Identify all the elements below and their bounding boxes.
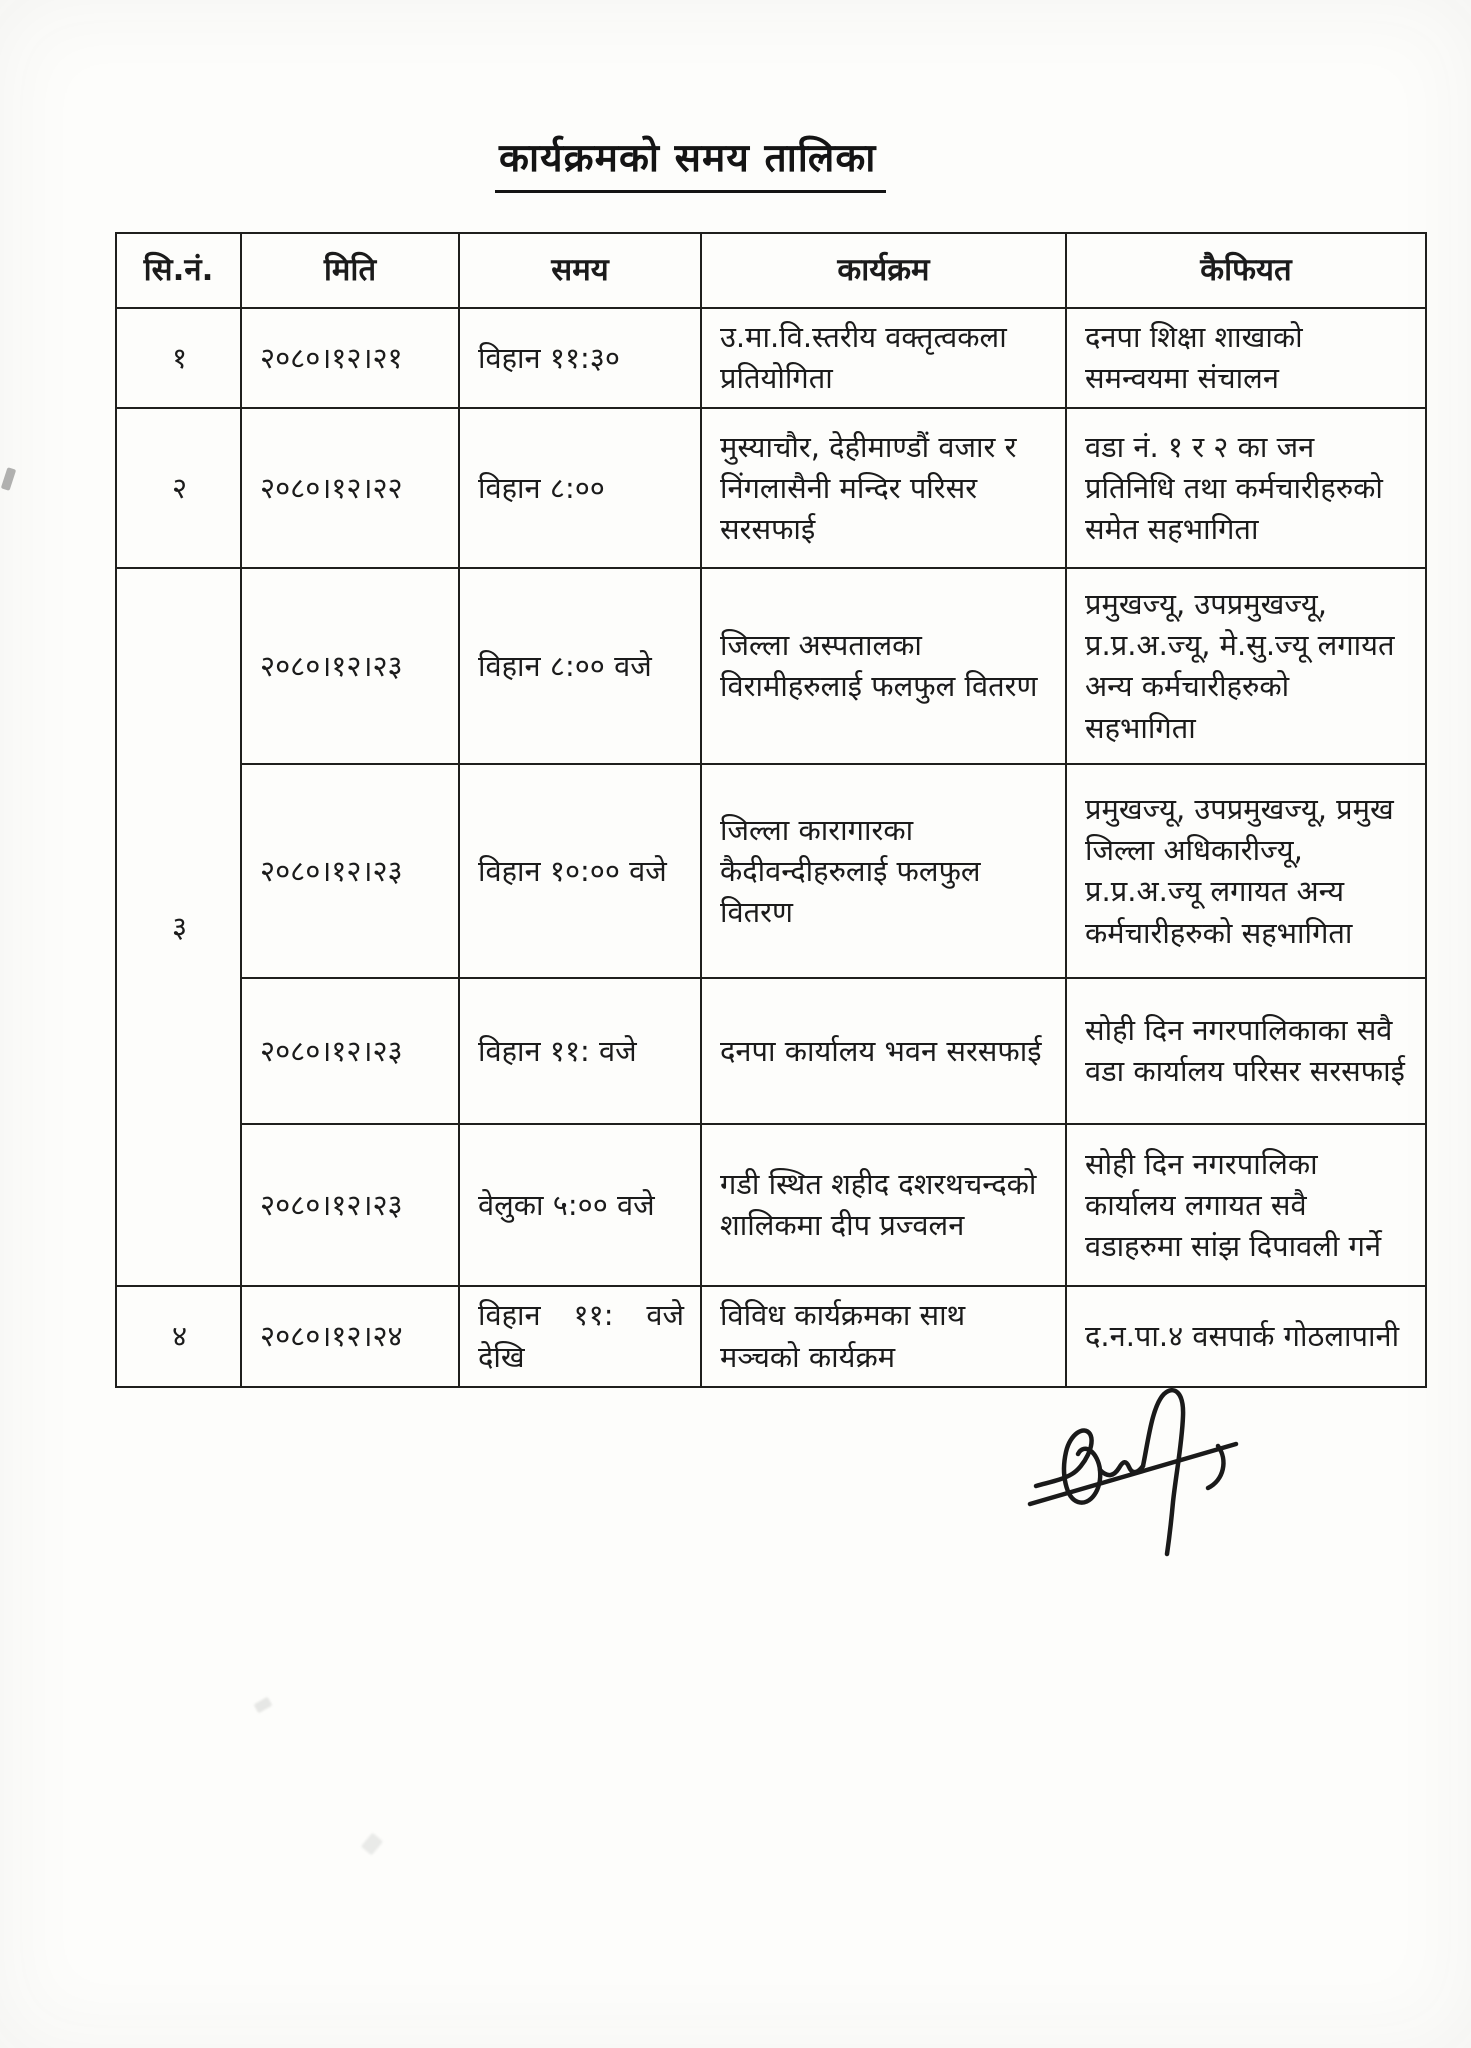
table-row: [116, 568, 1426, 764]
remarks-cell: दनपा शिक्षा शाखाको समन्वयमा संचालन: [1066, 308, 1426, 408]
scan-speck: [361, 1833, 383, 1856]
remarks-cell: द.न.पा.४ वसपार्क गोठलापानी: [1066, 1286, 1426, 1386]
col-header-program: कार्यक्रम: [701, 233, 1066, 308]
page-title: कार्यक्रमको समय तालिका: [495, 130, 886, 193]
serial-number-cell: १: [116, 308, 241, 408]
col-header-remarks: कैफियत: [1066, 233, 1426, 308]
table-row: [116, 764, 1426, 978]
time-cell: विहान ८:०० वजे: [459, 568, 701, 764]
date-cell: २०८०।१२।२४: [241, 1286, 459, 1386]
col-header-time: समय: [459, 233, 701, 308]
time-cell: वेलुका ५:०० वजे: [459, 1124, 701, 1286]
date-cell: २०८०।१२।२३: [241, 568, 459, 764]
date-cell: २०८०।१२।२३: [241, 978, 459, 1124]
date-cell: २०८०।१२।२२: [241, 408, 459, 568]
col-header-date: मिति: [241, 233, 459, 308]
table-row: [116, 1286, 1426, 1386]
time-cell: विहान ११:३०: [459, 308, 701, 408]
program-cell: विविध कार्यक्रमका साथ मञ्चको कार्यक्रम: [701, 1286, 1066, 1386]
time-cell: विहान ११: वजे: [459, 978, 701, 1124]
time-cell: विहान ११: वजे देखि: [459, 1286, 701, 1386]
table-row: [116, 1124, 1426, 1286]
handwritten-signature: [1022, 1382, 1258, 1562]
table-row: [116, 308, 1426, 408]
program-cell: जिल्ला कारागारका कैदीवन्दीहरुलाई फलफुल वितरण: [701, 764, 1066, 978]
program-cell: मुस्याचौर, देहीमाण्डौं वजार र निंगलासैनी मन्दिर परिसर सरसफाई: [701, 408, 1066, 568]
remarks-cell: प्रमुखज्यू, उपप्रमुखज्यू, प्रमुख जिल्ला अधिकारीज्यू, प्र.प्र.अ.ज्यू लगायत अन्य कर्मचारीहरुको सहभागिता: [1066, 764, 1426, 978]
remarks-cell: सोही दिन नगरपालिका कार्यालय लगायत सवै वडाहरुमा सांझ दिपावली गर्ने: [1066, 1124, 1426, 1286]
table-row: [116, 978, 1426, 1124]
program-cell: गडी स्थित शहीद दशरथचन्दको शालिकमा दीप प्रज्वलन: [701, 1124, 1066, 1286]
date-cell: २०८०।१२।२१: [241, 308, 459, 408]
program-schedule-table: [115, 232, 1427, 1388]
col-header-serial-number: सि.नं.: [116, 233, 241, 308]
table-header-row: [116, 233, 1426, 308]
time-cell: विहान ८:००: [459, 408, 701, 568]
time-cell: विहान १०:०० वजे: [459, 764, 701, 978]
serial-number-cell-merged: ३: [116, 568, 241, 1286]
program-cell: जिल्ला अस्पतालका विरामीहरुलाई फलफुल वितरण: [701, 568, 1066, 764]
scan-speck: [1, 467, 16, 491]
serial-number-cell: २: [116, 408, 241, 568]
remarks-cell: वडा नं. १ र २ का जन प्रतिनिधि तथा कर्मचारीहरुको समेत सहभागिता: [1066, 408, 1426, 568]
remarks-cell: सोही दिन नगरपालिकाका सवै वडा कार्यालय परिसर सरसफाई: [1066, 978, 1426, 1124]
program-cell: दनपा कार्यालय भवन सरसफाई: [701, 978, 1066, 1124]
serial-number-cell: ४: [116, 1286, 241, 1386]
table-row: [116, 408, 1426, 568]
date-cell: २०८०।१२।२३: [241, 1124, 459, 1286]
scan-speck: [254, 1697, 273, 1714]
remarks-cell: प्रमुखज्यू, उपप्रमुखज्यू, प्र.प्र.अ.ज्यू, मे.सु.ज्यू लगायत अन्य कर्मचारीहरुको सहभागिता: [1066, 568, 1426, 764]
program-cell: उ.मा.वि.स्तरीय वक्तृत्वकला प्रतियोगिता: [701, 308, 1066, 408]
date-cell: २०८०।१२।२३: [241, 764, 459, 978]
